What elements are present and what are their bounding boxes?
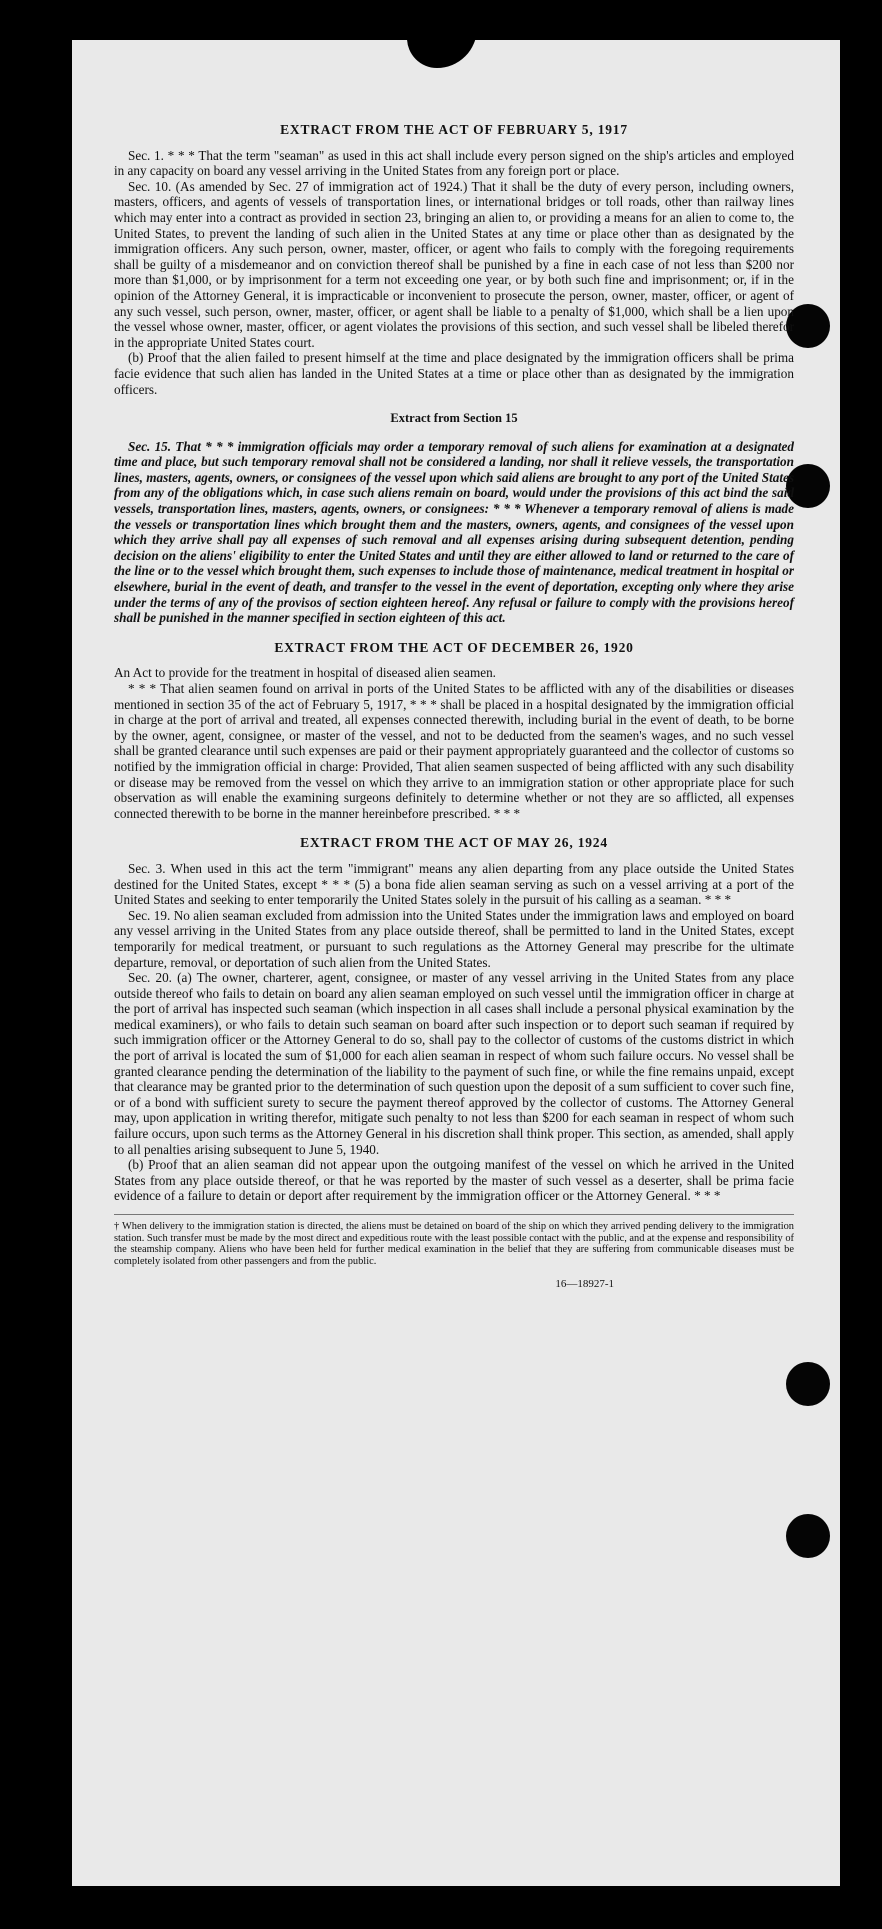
heading-act-1920: EXTRACT FROM THE ACT OF DECEMBER 26, 1920: [274, 639, 634, 655]
punch-hole: [786, 1362, 830, 1406]
paragraph-sec-10: Sec. 10. (As amended by Sec. 27 of immigration act of 1924.) That it shall be the duty of every person, including owners, masters, officers, and agents of vessels of transportation lines, or international bridges or toll roads, other than railway lines which may enter into a contract as provided in section 23, bringing an alien to, or providing a means for an alien to come to, the United States, to prevent the landing of such alien in the United States at any time or place other than as designated by the immigration officers. Any such person, owner, master, officer, or agent who fails to comply with the foregoing requirements shall be guilty of a misdemeanor and on conviction thereof shall be punished by a fine in each case of not less than $200 nor more than $1,000, or by imprisonment for a term not exceeding one year, or by both such fine and imprisonment; or, if in the opinion of the Attorney General, it is impracticable or inconvenient to prosecute the person, owner, master, officer, or agent of any such vessel, such person, owner, master, officer, or agent shall be liable to a penalty of $1,000, which shall be a lien upon the vessel whose owner, master, officer, or agent violates the provisions of this section, and such vessel shall be libeled therefor in the appropriate United States court.: [114, 178, 794, 350]
paragraph-hospital: * * * That alien seamen found on arrival in ports of the United States to be afflicted with any of the disabilities or diseases mentioned in section 35 of the act of February 5, 1917, * * * shall be placed in a hospital designated by the immigration official in charge at the port of arrival and treated, all expenses connected therewith, including burial in the event of death, to be borne by the owner, agent, consignee, or master of the vessel, and not to be deducted from the seamen's wages, and no such vessel shall be granted clearance until such expenses are paid or their payment appropriately guaranteed and the collector of customs so notified by the immigration official in charge: Provided, That alien seamen suspected of being afflicted with any such disability or disease may be removed from the vessel on which they arrive to an immigration station or other appropriate place for such observation as will enable the examining surgeons definitely to determine whether or not they are so afflicted, all expenses connected therewith to be borne in the manner hereinbefore prescribed. * * *: [114, 681, 794, 821]
paragraph-sec-20a: Sec. 20. (a) The owner, charterer, agent, consignee, or master of any vessel arriving in the United States from any place outside thereof who fails to detain on board any alien seaman employed on such vessel until the immigration officer in charge at the port of arrival has inspected such seaman (which inspection in all cases shall include a personal physical examination by the medical examiners), or who fails to detain such seaman on board after such inspection or to deport such seaman if required by such immigration officer or the Attorney General to do so, shall pay to the collector of customs of the customs district in which the port of arrival is located the sum of $1,000 for each alien seaman in respect of whom such failure occurs. No vessel shall be granted clearance pending the determination of the liability to the payment of such fine, or while the fine remains unpaid, except that clearance may be granted prior to the determination of such question upon the deposit of a sum sufficient to cover such fine, or of a bond with sufficient surety to secure the payment thereof approved by the collector of customs. The Attorney General may, upon application in writing therefor, mitigate such penalty to not less than $200 for each seaman in respect of whom such failure occurs, upon such terms as the Attorney General in his discretion shall think proper. This section, as amended, shall apply to all penalties arising subsequent to June 5, 1940.: [114, 970, 794, 1157]
paragraph-sec-3: Sec. 3. When used in this act the term "immigrant" means any alien departing from any place outside the United States destined for the United States, except * * * (5) a bona fide alien seaman serving as such on a vessel arriving at a port of the United States and seeking to enter temporarily the United States solely in the pursuit of his calling as a seaman. * * *: [114, 860, 794, 908]
heading-section-15: Extract from Section 15: [390, 411, 518, 426]
punch-hole: [786, 1514, 830, 1558]
paragraph-sec-19: Sec. 19. No alien seaman excluded from admission into the United States under the immigration laws and employed on board any vessel arriving in the United States from any place outside thereof, shall be permitted to land in the United States, except temporarily for medical treatment, or pursuant to such regulations as the Attorney General may prescribe for the ultimate departure, removal, or deportation of such alien from the United States.: [114, 907, 794, 970]
form-number: 16—18927-1: [555, 1278, 614, 1291]
paragraph-sec-1: Sec. 1. * * * That the term "seaman" as used in this act shall include every person signed on the ship's articles and employed in any capacity on board any vessel arriving in the United States from any foreign port or place.: [114, 147, 794, 179]
document-page: [72, 40, 840, 1886]
heading-act-1924: EXTRACT FROM THE ACT OF MAY 26, 1924: [300, 835, 608, 851]
paragraph-sec-10b: (b) Proof that the alien failed to present himself at the time and place designated by the immigration officers shall be prima facie evidence that such alien has landed in the United States at a time or place other than as designated by the immigration officers.: [114, 350, 794, 397]
paragraph-act-title: An Act to provide for the treatment in hospital of diseased alien seamen.: [114, 665, 496, 681]
torn-edge: [407, 40, 477, 68]
paragraph-sec-15: Sec. 15. That * * * immigration officials may order a temporary removal of such aliens for examination at a designated time and place, but such temporary removal shall not be considered a landing, nor shall it relieve vessels, the transportation lines, masters, agents, owners, or consignees of the vessel upon which said aliens are brought to any port of the United States from any of the obligations which, in case such aliens remain on board, would under the provisions of this act bind the said vessels, transportation lines, masters, agents, owners, or consignees: * * * Whenever a temporary removal of aliens is made the vessels or transportation lines which brought them and the masters, owners, agents, and consignees of the vessel upon which they arrive shall pay all expenses of such removal and all expenses arising during subsequent detention, pending decision on the aliens' eligibility to enter the United States and until they are either allowed to land or returned to the care of the line or to the vessel which brought them, such expenses to include those of maintenance, medical treatment in hospital or elsewhere, burial in the event of death, and transfer to the vessel in the event of deportation, excepting only where they arise under the terms of any of the provisos of section eighteen hereof. Any refusal or failure to comply with the provisions hereof shall be punished in the manner specified in section eighteen of this act.: [114, 438, 794, 626]
document-content: [114, 122, 794, 1293]
footnote: † When delivery to the immigration station is directed, the aliens must be detained on board of the ship on which they arrived pending delivery to the immigration station. Such transfer must be made by the most direct and expeditious route with the least possible contact with the public, and at the expense and responsibility of the steamship company. Aliens who have been held for further medical examination in the belief that they are suffering from communicable diseases must be completely isolated from other passengers and from the public.: [114, 1214, 794, 1267]
paragraph-sec-20b: (b) Proof that an alien seaman did not appear upon the outgoing manifest of the vessel on which he arrived in the United States from any place outside thereof, or that he was reported by the master of such vessel as a deserter, shall be prima facie evidence of a failure to detain or deport after requirement by the immigration officer or the Attorney General. * * *: [114, 1157, 794, 1204]
heading-act-1917: EXTRACT FROM THE ACT OF FEBRUARY 5, 1917: [280, 122, 628, 137]
